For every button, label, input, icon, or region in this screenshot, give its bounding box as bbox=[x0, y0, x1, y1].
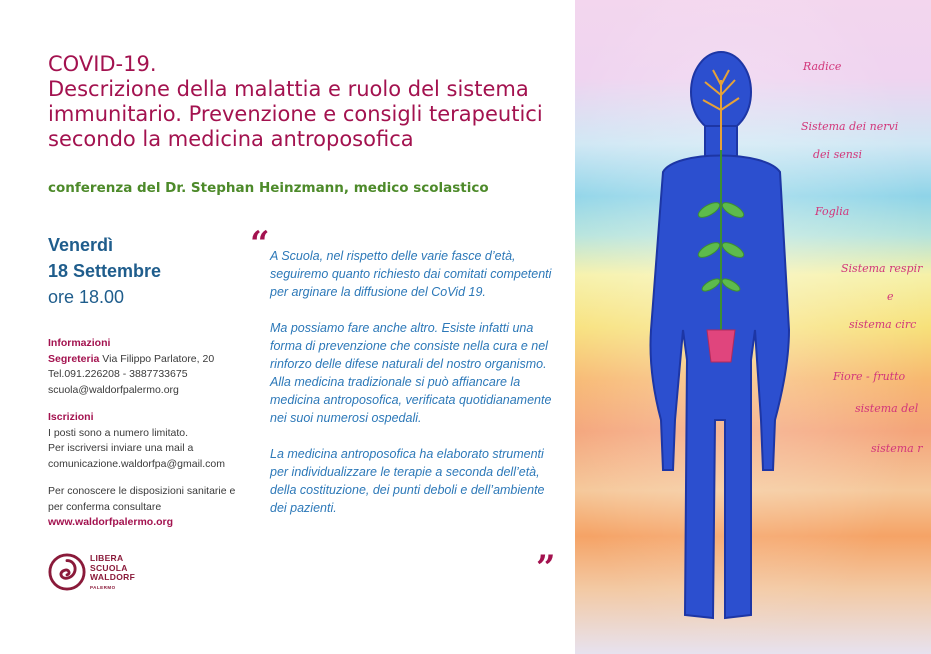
logo-text bbox=[90, 554, 135, 592]
event-date bbox=[48, 232, 161, 310]
email-link[interactable]: scuola@waldorfpalermo.org bbox=[48, 383, 179, 396]
info-heading: Informazioni bbox=[48, 337, 111, 349]
label-e: e bbox=[887, 290, 894, 303]
label-sistema-r: sistema r bbox=[871, 442, 923, 455]
human-figure-drawing bbox=[575, 0, 931, 654]
quote-paragraph-1: A Scuola, nel rispetto delle varie fasce d’età, seguiremo quanto richiesto dai comitati competenti per arginare la diffusione del CoVid 19. bbox=[270, 249, 552, 299]
event-time: ore 18.00 bbox=[48, 287, 125, 307]
segreteria-address: Via Filippo Parlatore, 20 bbox=[99, 352, 215, 365]
swirl-logo-icon bbox=[48, 553, 86, 591]
phone: Tel.091.226208 - 3887733675 bbox=[48, 368, 188, 380]
open-quote-mark: “ bbox=[250, 224, 270, 264]
logo-line-1: LIBERA bbox=[90, 553, 124, 563]
label-sistema-circ: sistema circ bbox=[849, 318, 917, 331]
segreteria-label: Segreteria bbox=[48, 352, 100, 365]
quote-text bbox=[270, 247, 560, 535]
label-sistema-respir: Sistema respir bbox=[841, 262, 923, 275]
label-dei-sensi: dei sensi bbox=[813, 148, 862, 161]
title-line-covid: COVID-19. bbox=[48, 52, 157, 76]
flower bbox=[707, 330, 735, 362]
quote-paragraph-3: La medicina antroposofica ha elaborato strumenti per individualizzare le terapie a seconda dell’età, della costituzione, dei punti deboli e dell’ambiente dei pazienti. bbox=[270, 447, 545, 515]
website-link[interactable]: www.waldorfpalermo.org bbox=[48, 516, 174, 528]
info-block bbox=[48, 336, 258, 531]
disposizioni-line-2: per conferma consultare bbox=[48, 500, 162, 513]
subtitle: conferenza del Dr. Stephan Heinzmann, medico scolastico bbox=[48, 180, 489, 196]
page-title bbox=[48, 52, 568, 152]
label-sistema-nervi: Sistema dei nervi bbox=[801, 120, 899, 133]
iscrizioni-email-link[interactable]: comunicazione.waldorfpa@gmail.com bbox=[48, 457, 225, 470]
school-logo bbox=[48, 551, 168, 591]
logo-line-2: SCUOLA bbox=[90, 562, 128, 573]
event-day: Venerdì bbox=[48, 235, 114, 255]
iscrizioni-heading: Iscrizioni bbox=[48, 411, 94, 423]
disposizioni-line-1: Per conoscere le disposizioni sanitarie e bbox=[48, 485, 236, 497]
label-radice: Radice bbox=[803, 60, 842, 73]
label-sistema-del: sistema del bbox=[855, 402, 919, 415]
event-date-text: 18 Settembre bbox=[48, 261, 162, 281]
logo-city: PALERMO bbox=[90, 584, 116, 590]
label-fiore-frutto: Fiore - frutto bbox=[833, 370, 906, 383]
segreteria-line bbox=[48, 352, 258, 368]
iscrizioni-line-1: I posti sono a numero limitato. bbox=[48, 426, 189, 439]
quote-paragraph-2: Ma possiamo fare anche altro. Esiste infatti una forma di prevenzione che consiste nella cura e nel rinforzo delle difese naturali del nostro organismo. Alla medicina tradizionale si può affiancare la medicina antroposofica, verificata quotidianamente nei suoi numerosi ospedali. bbox=[270, 321, 552, 425]
iscrizioni-line-2: Per iscriversi inviare una mail a bbox=[48, 442, 194, 454]
close-quote-mark: ” bbox=[536, 548, 556, 588]
title-line-description: Descrizione della malattia e ruolo del sistema immunitario. Prevenzione e consigli terapeutici secondo la medicina antroposofica bbox=[48, 77, 543, 151]
logo-line-3: WALDORF bbox=[90, 572, 136, 582]
label-foglia: Foglia bbox=[815, 205, 850, 218]
